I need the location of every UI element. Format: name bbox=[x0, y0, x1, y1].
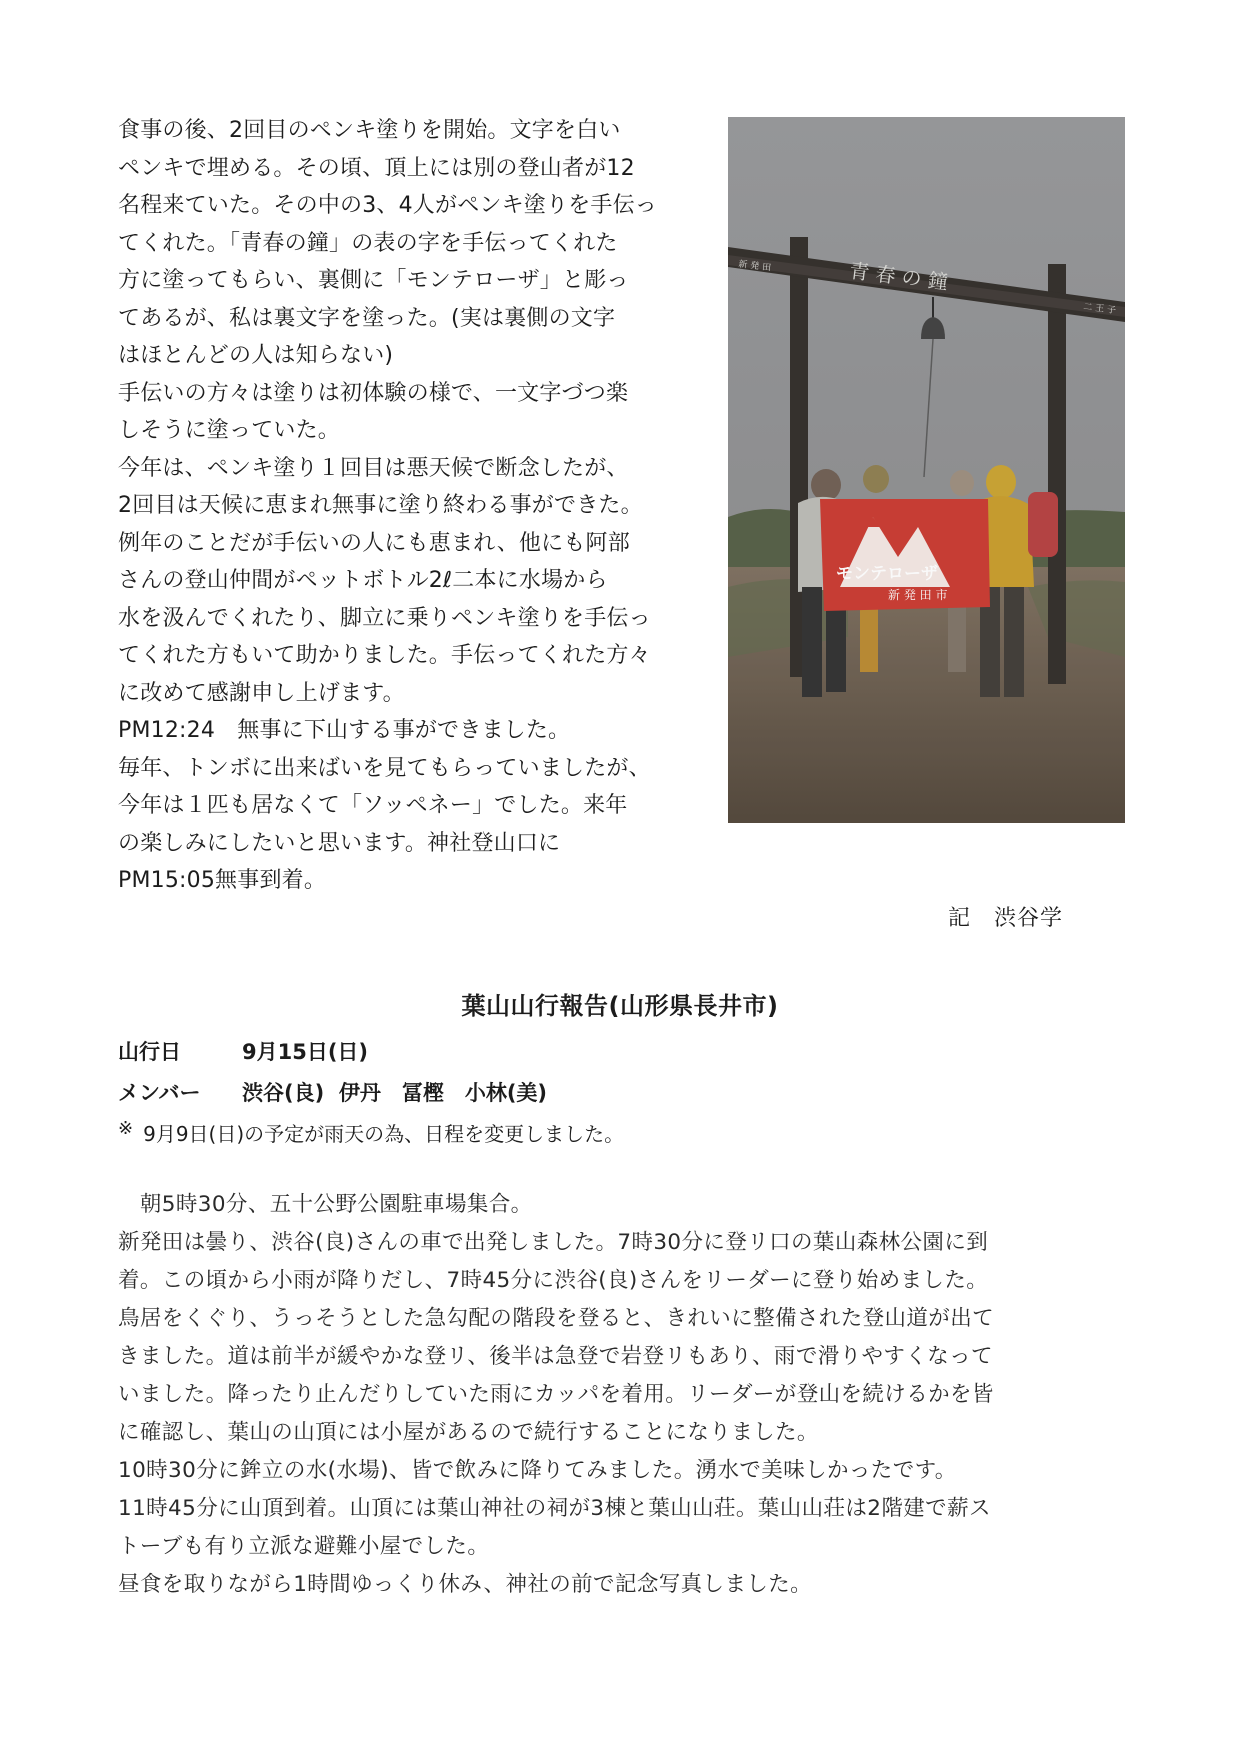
hike-date-row bbox=[118, 1036, 368, 1066]
report-paragraph-5: 昼食を取りながら1時間ゆっくり休み、神社の前で記念写真しました。 bbox=[118, 1572, 813, 1597]
report-paragraph-1: 朝5時30分、五十公野公園駐車場集合。 bbox=[118, 1192, 533, 1217]
members-value: 渋谷(良) 伊丹 冨樫 小林(美) bbox=[242, 1081, 548, 1105]
report-paragraph-4: 11時45分に山頂到着。山頂には葉山神社の祠が3棟と葉山山荘。葉山山荘は2階建で薪ス トーブも有り立派な避難小屋でした。 bbox=[118, 1496, 991, 1559]
members-row bbox=[118, 1077, 547, 1107]
flag-subtext: 新 発 田 市 bbox=[888, 588, 948, 602]
summit-photo bbox=[728, 117, 1125, 823]
report-title: 葉山山行報告(山形県長井市) bbox=[461, 992, 779, 1020]
flag-text: モンテローザ bbox=[836, 564, 938, 584]
date-label: 山行日 bbox=[118, 1040, 181, 1064]
date-value: 9月15日(日) bbox=[242, 1040, 369, 1064]
narrative-paragraph-5: 毎年、トンボに出来ばいを見てもらっていましたが、 今年は１匹も居なくて「ソッペネー」でした。来年 の楽しみにしたいと思います。神社登山口に PM15:05無事到着。 bbox=[118, 755, 651, 893]
narrative-paragraph-4: PM12:24 無事に下山する事ができました。 bbox=[118, 718, 571, 743]
sign-text-right: 二 王 子 bbox=[1082, 302, 1117, 317]
narrative-paragraph-2: 手伝いの方々は塗りは初体験の様で、一文字づつ楽 しそうに塗っていた。 bbox=[118, 380, 629, 443]
members-label: メンバー bbox=[118, 1081, 201, 1105]
note-mark: ※ bbox=[118, 1118, 134, 1139]
report-paragraph-2: 新発田は曇り、渋谷(良)さんの車で出発しました。7時30分に登リ口の葉山森林公園に到 着。この頃から小雨が降りだし、7時45分に渋谷(良)さんをリーダーに登り始めました。 鳥居をくぐり、うっそうとした急勾配の階段を登ると、きれいに整備された登山道が出て きました。道は前半が緩やかな登リ、後半は急登で岩登リもあり、雨で滑りやすくなって いました。降ったり止んだりしていた雨にカッパを着用。リーダーが登山を続けるかを皆 に確認し、葉山の山頂には小屋があるので続行することになりました。 bbox=[118, 1230, 995, 1445]
note-text: 9月9日(日)の予定が雨天の為、日程を変更しました。 bbox=[143, 1122, 625, 1146]
hike-narrative bbox=[118, 112, 718, 900]
narrative-paragraph-3: 今年は、ペンキ塗り１回目は悪天候で断念したが、 2回目は天候に恵まれ無事に塗り終わる事ができた。 例年のことだが手伝いの人にも恵まれ、他にも阿部 さんの登山仲間がペットボトル2ℓ二本に水場から 水を汲んでくれたり、脚立に乗りペンキ塗りを手伝っ てくれた方もいて助かりました。手伝ってくれた方々 に改めて感謝申し上げます。 bbox=[118, 455, 651, 706]
narrative-paragraph-1: 食事の後、2回目のペンキ塗りを開始。文字を白い ペンキで埋める。その頃、頂上には別の登山者が12 名程来ていた。その中の3、4人がペンキ塗りを手伝っ てくれた。「青春の鐘」の表の字を手伝ってくれた 方に塗ってもらい、裏側に「モンテローザ」と彫っ てあるが、私は裏文字を塗った。(実は裏側の文字 はほとんどの人は知らない) bbox=[118, 118, 657, 368]
report-body bbox=[118, 1186, 1128, 1604]
sign-text-left: 新 発 田 bbox=[737, 259, 772, 274]
schedule-note bbox=[118, 1118, 624, 1147]
author-credit: 記 渋谷学 bbox=[948, 906, 1064, 931]
sign-text: 青 春 の 鐘 bbox=[847, 258, 950, 295]
report-paragraph-3: 10時30分に鉾立の水(水場)、皆で飲みに降りてみました。湧水で美味しかったです。 bbox=[118, 1458, 957, 1483]
